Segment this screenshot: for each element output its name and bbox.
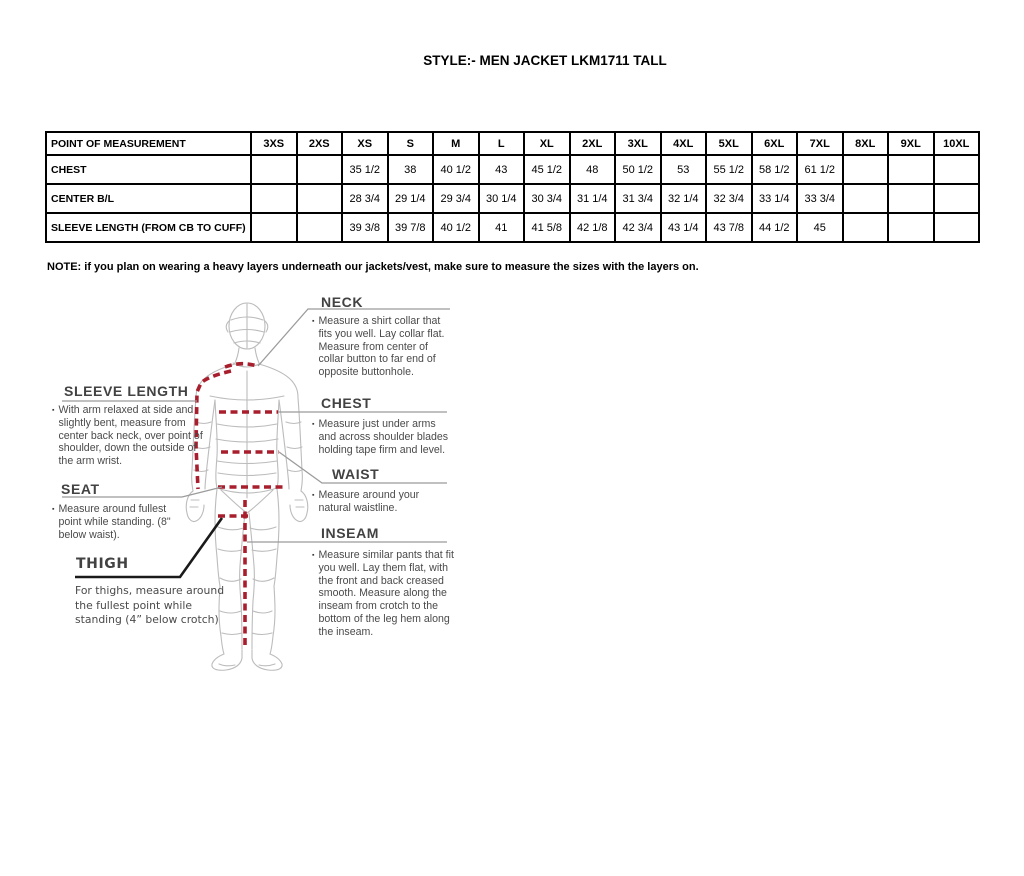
inseam-description-text: Measure similar pants that fit you well. Lay them flat, with the front and back creased smooth. Measure along the inseam from crotch to the bottom of the leg hem along the inseam. [318, 549, 454, 638]
data-cell: 29 1/4 [388, 184, 434, 213]
header-cell: 2XS [297, 132, 343, 155]
data-cell: 29 3/4 [433, 184, 479, 213]
data-cell [843, 213, 889, 242]
chest-description-text: Measure just under arms and across shoulder blades holding tape firm and level. [318, 418, 449, 456]
inseam-description [312, 549, 454, 639]
note-text: NOTE: if you plan on wearing a heavy layers underneath our jackets/vest, make sure to measure the sizes with the layers on. [47, 261, 699, 273]
data-cell: 48 [570, 155, 616, 184]
data-cell: 44 1/2 [752, 213, 798, 242]
bullet-icon: ▪ [52, 506, 55, 513]
sleeve-length-label: SLEEVE LENGTH [64, 383, 189, 399]
data-cell [251, 213, 297, 242]
seat-label: SEAT [61, 481, 100, 497]
bullet-icon: ▪ [312, 492, 315, 499]
data-cell: 38 [388, 155, 434, 184]
data-cell: 43 [479, 155, 525, 184]
header-cell: 3XL [615, 132, 661, 155]
bullet-icon: ▪ [312, 318, 315, 325]
neck-description-text: Measure a shirt collar that fits you well. Lay collar flat. Measure from center of collar button to far end of opposite buttonhole. [318, 315, 445, 379]
header-cell: XS [342, 132, 388, 155]
data-cell: 35 1/2 [342, 155, 388, 184]
data-cell [843, 184, 889, 213]
data-cell: 50 1/2 [615, 155, 661, 184]
header-row [46, 132, 979, 155]
header-cell: 5XL [706, 132, 752, 155]
table-row [46, 155, 979, 184]
data-cell: 43 1/4 [661, 213, 707, 242]
data-cell: 39 7/8 [388, 213, 434, 242]
seat-description [52, 503, 177, 541]
data-cell [251, 184, 297, 213]
neck-description [312, 315, 454, 379]
data-cell: 42 1/8 [570, 213, 616, 242]
data-cell: 40 1/2 [433, 155, 479, 184]
chest-label: CHEST [321, 395, 372, 411]
data-cell: 30 1/4 [479, 184, 525, 213]
waist-description [312, 489, 437, 515]
data-cell: 58 1/2 [752, 155, 798, 184]
data-cell [888, 213, 934, 242]
data-cell: 45 [797, 213, 843, 242]
header-cell: 7XL [797, 132, 843, 155]
header-cell: M [433, 132, 479, 155]
data-cell [843, 155, 889, 184]
header-cell: 9XL [888, 132, 934, 155]
data-cell [251, 155, 297, 184]
data-cell: 33 3/4 [797, 184, 843, 213]
chest-description [312, 418, 454, 456]
header-cell: 3XS [251, 132, 297, 155]
data-cell: 41 5/8 [524, 213, 570, 242]
data-cell: 45 1/2 [524, 155, 570, 184]
seat-description-text: Measure around fullest point while standing. (8" below waist). [58, 503, 171, 541]
thigh-label: THIGH [76, 556, 129, 572]
header-cell: 6XL [752, 132, 798, 155]
data-cell [888, 155, 934, 184]
size-chart-table [45, 131, 980, 243]
table-row [46, 184, 979, 213]
waist-description-text: Measure around your natural waistline. [318, 489, 420, 514]
data-cell: 55 1/2 [706, 155, 752, 184]
data-cell [934, 155, 980, 184]
data-cell [934, 213, 980, 242]
data-cell: 39 3/8 [342, 213, 388, 242]
data-cell: 31 1/4 [570, 184, 616, 213]
bullet-icon: ▪ [312, 421, 315, 428]
data-cell: 43 7/8 [706, 213, 752, 242]
neck-measure-line [225, 364, 257, 367]
data-cell: 33 1/4 [752, 184, 798, 213]
data-cell: 53 [661, 155, 707, 184]
data-cell: 41 [479, 213, 525, 242]
header-cell: L [479, 132, 525, 155]
waist-label: WAIST [332, 466, 380, 482]
data-cell: 28 3/4 [342, 184, 388, 213]
data-cell: 31 3/4 [615, 184, 661, 213]
header-cell: 4XL [661, 132, 707, 155]
row-label: CHEST [46, 155, 251, 184]
thigh-description [75, 584, 233, 628]
header-cell: 2XL [570, 132, 616, 155]
data-cell: 40 1/2 [433, 213, 479, 242]
data-cell: 61 1/2 [797, 155, 843, 184]
header-cell: POINT OF MEASUREMENT [46, 132, 251, 155]
data-cell [934, 184, 980, 213]
data-cell: 30 3/4 [524, 184, 570, 213]
data-cell: 32 3/4 [706, 184, 752, 213]
sleeve-length-description-text: With arm relaxed at side and slightly bent, measure from center back neck, over point of shoulder, down the outside of the arm wrist. [58, 404, 203, 468]
data-cell [297, 155, 343, 184]
row-label: SLEEVE LENGTH (FROM CB TO CUFF) [46, 213, 251, 242]
inseam-label: INSEAM [321, 525, 380, 541]
data-cell [297, 213, 343, 242]
page-title: STYLE:- MEN JACKET LKM1711 TALL [423, 53, 667, 68]
thigh-description-text: For thighs, measure around the fullest point while standing (4” below crotch) [75, 584, 225, 627]
table-row [46, 213, 979, 242]
header-cell: 8XL [843, 132, 889, 155]
header-cell: 10XL [934, 132, 980, 155]
neck-label: NECK [321, 294, 364, 310]
header-cell: XL [524, 132, 570, 155]
bullet-icon: ▪ [52, 407, 55, 414]
sleeve-length-description [52, 404, 204, 468]
bullet-icon: ▪ [312, 552, 315, 559]
data-cell: 32 1/4 [661, 184, 707, 213]
data-cell [297, 184, 343, 213]
data-cell [888, 184, 934, 213]
data-cell: 42 3/4 [615, 213, 661, 242]
row-label: CENTER B/L [46, 184, 251, 213]
header-cell: S [388, 132, 434, 155]
